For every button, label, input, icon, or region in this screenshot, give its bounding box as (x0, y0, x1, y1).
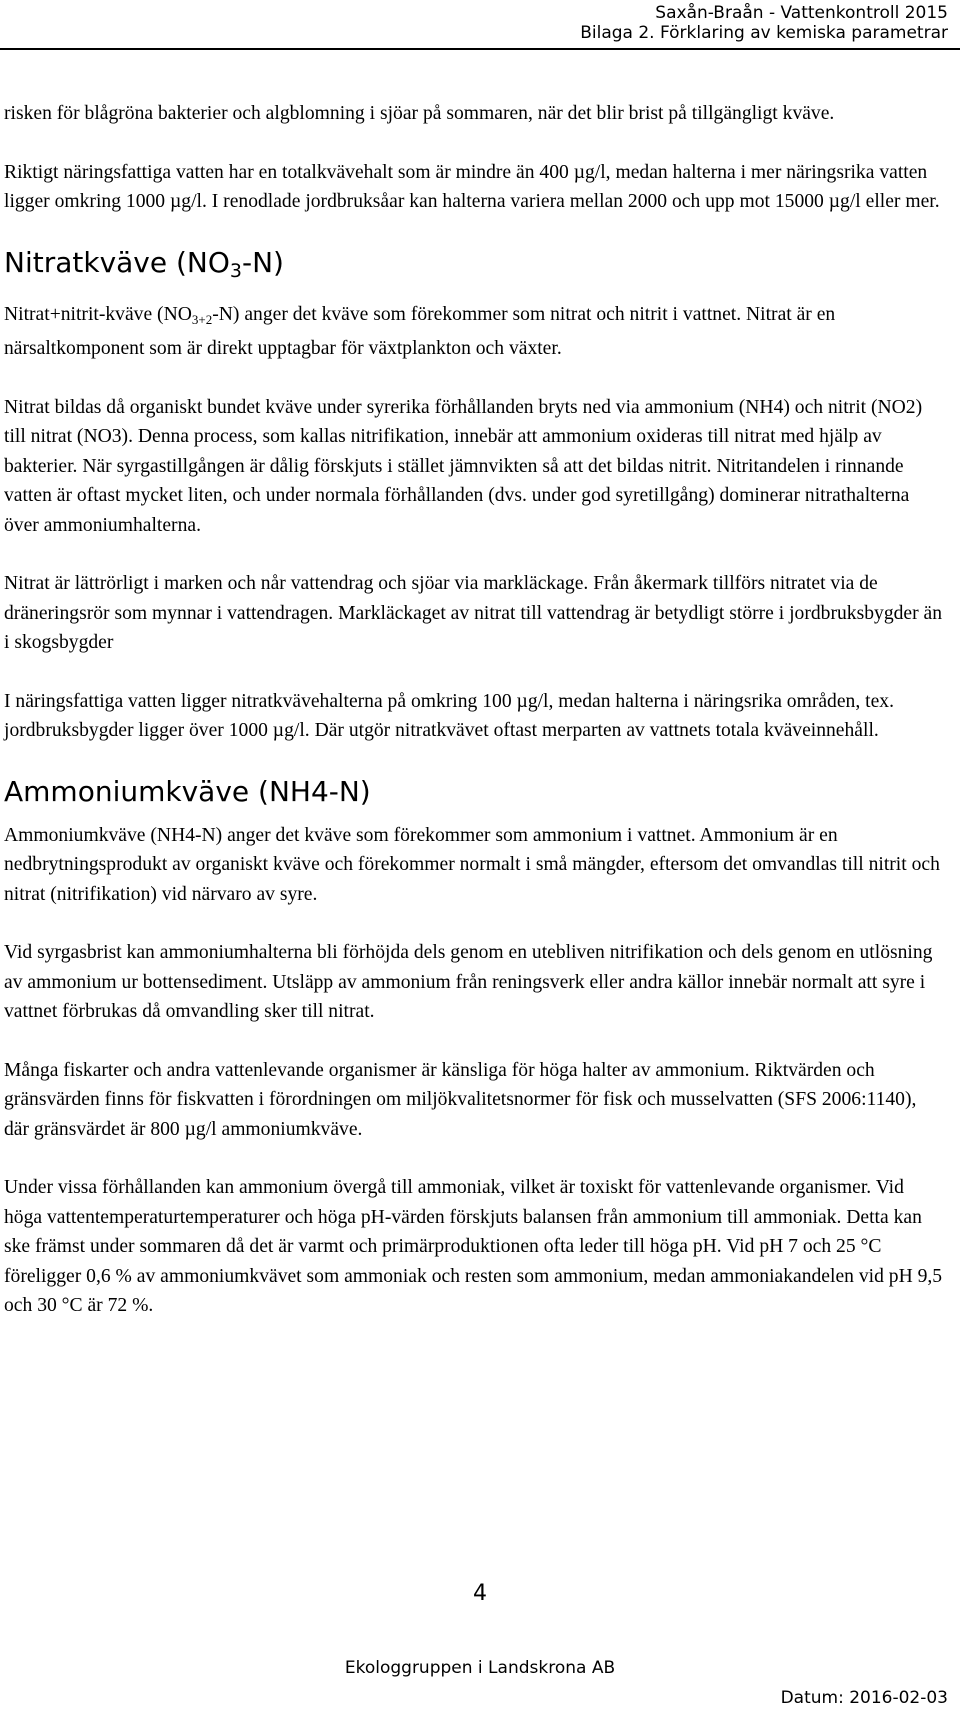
ammonium-paragraph-2: Vid syrgasbrist kan ammoniumhalterna bli förhöjda dels genom en utebliven nitrifikation och dels genom en utlösning av ammonium ur bottensediment. Utsläpp av ammonium från reningsverk eller andra källor innebär normalt att syre i vattnet förbrukas då omvandling sker till nitrat. (4, 942, 933, 1022)
nitrate-paragraph-4: I näringsfattiga vatten ligger nitratkvävehalterna på omkring 100 µg/l, medan halterna i näringsrika områden, tex. jordbruksbygder ligger över 1000 µg/l. Där utgör nitratkvävet oftast merparten av vattnets totala kväveinnehåll. (4, 690, 894, 741)
intro-paragraph-2: Riktigt näringsfattiga vatten har en totalkvävehalt som är mindre än 400 µg/l, medan halterna i mer näringsrika vatten ligger omkring 1000 µg/l. I renodlade jordbruksåar kan halterna variera mellan 2000 och upp mot 15000 µg/l eller mer. (4, 161, 940, 212)
page-number: 4 (473, 1581, 487, 1606)
ammonium-paragraph-3: Många fiskarter och andra vattenlevande organismer är känsliga för höga halter av ammonium. Riktvärden och gränsvärden finns för fiskvatten i förordningen om miljökvalitetsnormer för fisk och musselvatten (SFS 2006:1140), där gränsvärdet är 800 µg/l ammoniumkväve. (4, 1059, 917, 1140)
page-header (580, 3, 948, 43)
intro-paragraph-1: risken för blågröna bakterier och algblomning i sjöar på sommaren, när det blir brist på tillgängligt kväve. (4, 103, 835, 124)
nitrate-heading-part2: -N) (242, 245, 284, 279)
nitrate-paragraph-2: Nitrat bildas då organiskt bundet kväve under syrerika förhållanden bryts ned via ammonium (NH4) och nitrit (NO2) till nitrat (NO3). Denna process, som kallas nitrifikation, innebär att ammonium oxideras till nitrat med hjälp av bakterier. När syrgastillgången är dålig förskjuts i stället jämnvikten så att det bildas nitrit. Nitritandelen i rinnande vatten är oftast mycket liten, och under normala förhållanden (dvs. under god syretillgång) dominerar nitrathalterna över ammoniumhalterna. (4, 396, 923, 536)
ammonium-paragraph-1: Ammoniumkväve (NH4-N) anger det kväve som förekommer som ammonium i vattnet. Ammonium är en nedbrytningsprodukt av organiskt kväve och förekommer normalt i små mängder, eftersom det omvandlas till nitrit och nitrat (nitrifikation) vid närvaro av syre. (4, 824, 940, 905)
footer-company: Ekologgruppen i Landskrona AB (344, 1658, 616, 1678)
nitrate-heading-subscript: 3 (229, 259, 242, 282)
nitrate-heading (4, 246, 944, 288)
nitrate-paragraph-1 (4, 300, 944, 364)
ammonium-heading: Ammoniumkväve (NH4-N) (4, 774, 371, 808)
nitrate-paragraph-3: Nitrat är lättrörligt i marken och når vattendrag och sjöar via markläckage. Från åkermark tillförs nitratet via de dräneringsrör som mynnar i vattendragen. Markläckaget av nitrat till vattendrag är betydligt större i jordbruksbygder än i skogsbygder (4, 573, 943, 653)
nitrate-p1-part2: -N) anger det kväve som förekommer som nitrat och nitrit i vattnet. Nitrat är en närsaltkomponent som är direkt upptagbar för växtplankton och växter. (4, 303, 836, 359)
ammonium-paragraph-4: Under vissa förhållanden kan ammonium övergå till ammoniak, vilket är toxiskt för vattenlevande organismer. Vid höga vattentemperaturtemperaturer och höga pH-värden förskjuts balansen från ammonium till ammoniak. Detta kan ske främst under sommaren då det är varmt och primärproduktionen ofta leder till höga pH. Vid pH 7 och 25 °C föreligger 0,6 % av ammoniumkvävet som ammoniak och resten som ammonium, medan ammoniakandelen vid pH 9,5 och 30 °C är 72 %. (4, 1177, 943, 1316)
document-body (4, 99, 944, 1350)
footer-date: Datum: 2016-02-03 (780, 1688, 948, 1708)
nitrate-p1-subscript: 3+2 (191, 311, 213, 327)
header-rule (0, 48, 960, 50)
nitrate-heading-part1: Nitratkväve (NO (4, 245, 230, 279)
report-title: Saxån-Braån - Vattenkontroll 2015 (655, 3, 948, 23)
report-subtitle: Bilaga 2. Förklaring av kemiska parametrar (580, 23, 948, 43)
nitrate-p1-part1: Nitrat+nitrit-kväve (NO (4, 303, 192, 325)
